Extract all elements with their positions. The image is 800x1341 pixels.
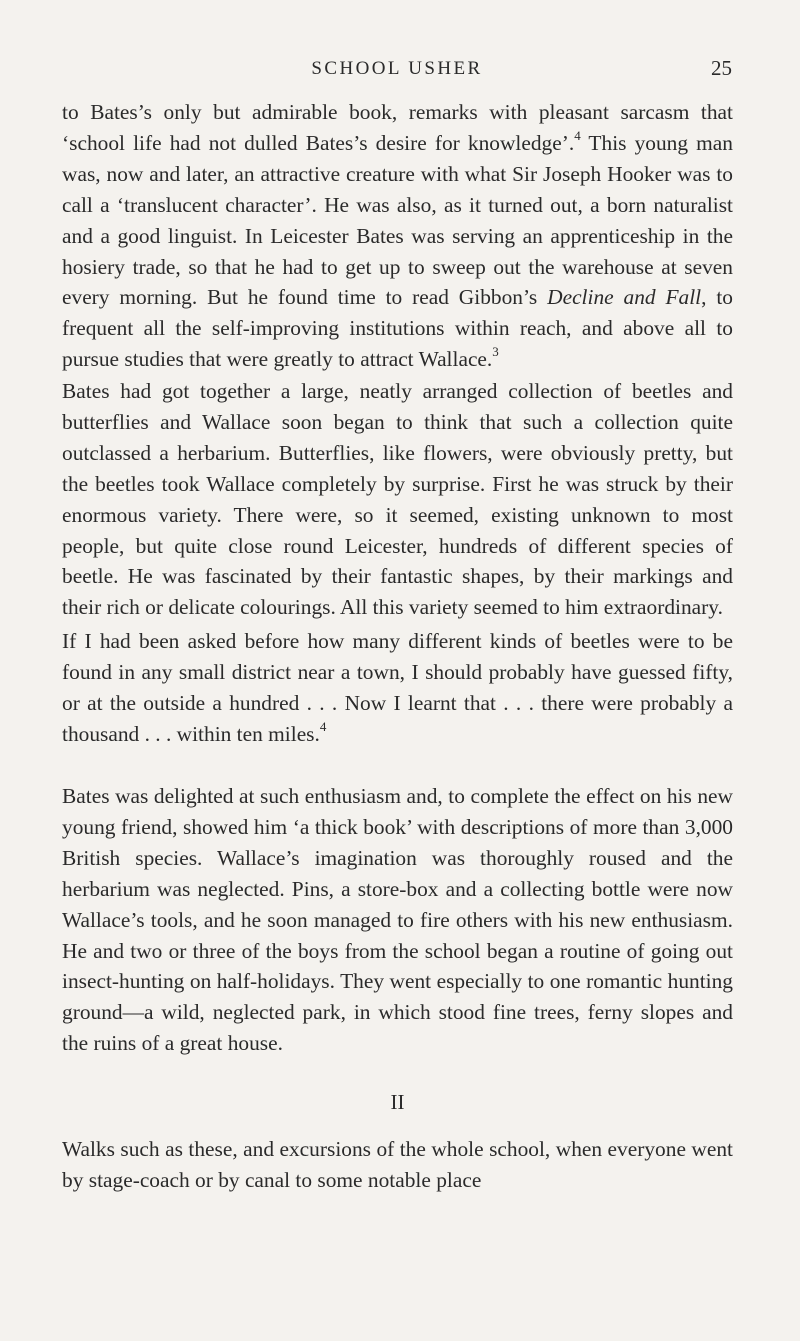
paragraph-3-text: Bates was delighted at such enthusiasm and, to complete the effect on his new young friend, showed him ‘a thick book’ with descriptions of more than 3,000 British species. Wallace’s imagination was thoroughly roused and the herbarium was neglected. Pins, a store-box and a collecting bottle were now Wallace’s tools, and he soon managed to fire others with his new enthusiasm. He and two or three of the boys from the school began a routine of going out insect-hunting on half-holidays. They went especially to one romantic hunting ground—a wild, neglected park, in which stood fine trees, ferny slopes and the ruins of a great house. [62,784,733,1056]
page-number: 25 [711,56,732,80]
paragraph-2 [62,376,733,623]
paragraph-4 [62,1134,733,1196]
footnote-marker: 3 [492,344,499,360]
paragraph-1-text-c: , to frequent all the self-improving institutions within reach, and above all to pursue studies that were greatly to attract Wallace. [62,285,733,372]
paragraph-4-text: Walks such as these, and excursions of the whole school, when everyone went by stage-coach or by canal to some notable place [62,1137,733,1192]
block-quote-text: If I had been asked before how many different kinds of beetles were to be found in any small district near a town, I should probably have guessed fifty, or at the outside a hundred . . . Now I learnt that . . . there were probably a thousand . . . within ten miles. [62,629,733,746]
book-title: Decline and Fall [547,285,702,310]
paragraph-1-text-b: This young man was, now and later, an attractive creature with what Sir Joseph Hooker was to call a ‘translucent character’. He was also, as it turned out, a born naturalist and a good linguist. In Leicester Bates was serving an apprenticeship in the hosiery trade, so that he had to get up to sweep out the warehouse at seven every morning. But he found time to read Gibbon’s [62,130,733,310]
block-quote [62,626,733,750]
running-head: SCHOOL USHER [311,58,483,79]
paragraph-1 [62,97,733,375]
paragraph-2-text: Bates had got together a large, neatly arranged collection of beetles and butterflies and Wallace soon began to think that such a collection quite outclassed a herbarium. Butterflies, like flowers, were obviously pretty, but the beetles took Wallace completely by surprise. First he was struck by their enormous variety. There were, so it seemed, existing unknown to most people, but quite close round Leicester, hundreds of different species of beetle. He was fascinated by their fantastic shapes, by their markings and their rich or delicate colourings. All this variety seemed to him extraordinary. [62,379,733,620]
paragraph-3 [62,781,733,1059]
page-header [62,50,732,80]
footnote-marker: 4 [319,718,327,734]
section-number: II [390,1090,405,1114]
paragraph-1-text-a: to Bates’s only but admirable book, remarks with pleasant sarcasm that ‘school life had not dulled Bates’s desire for knowledge’. [62,100,733,155]
footnote-marker: 4 [574,127,581,143]
